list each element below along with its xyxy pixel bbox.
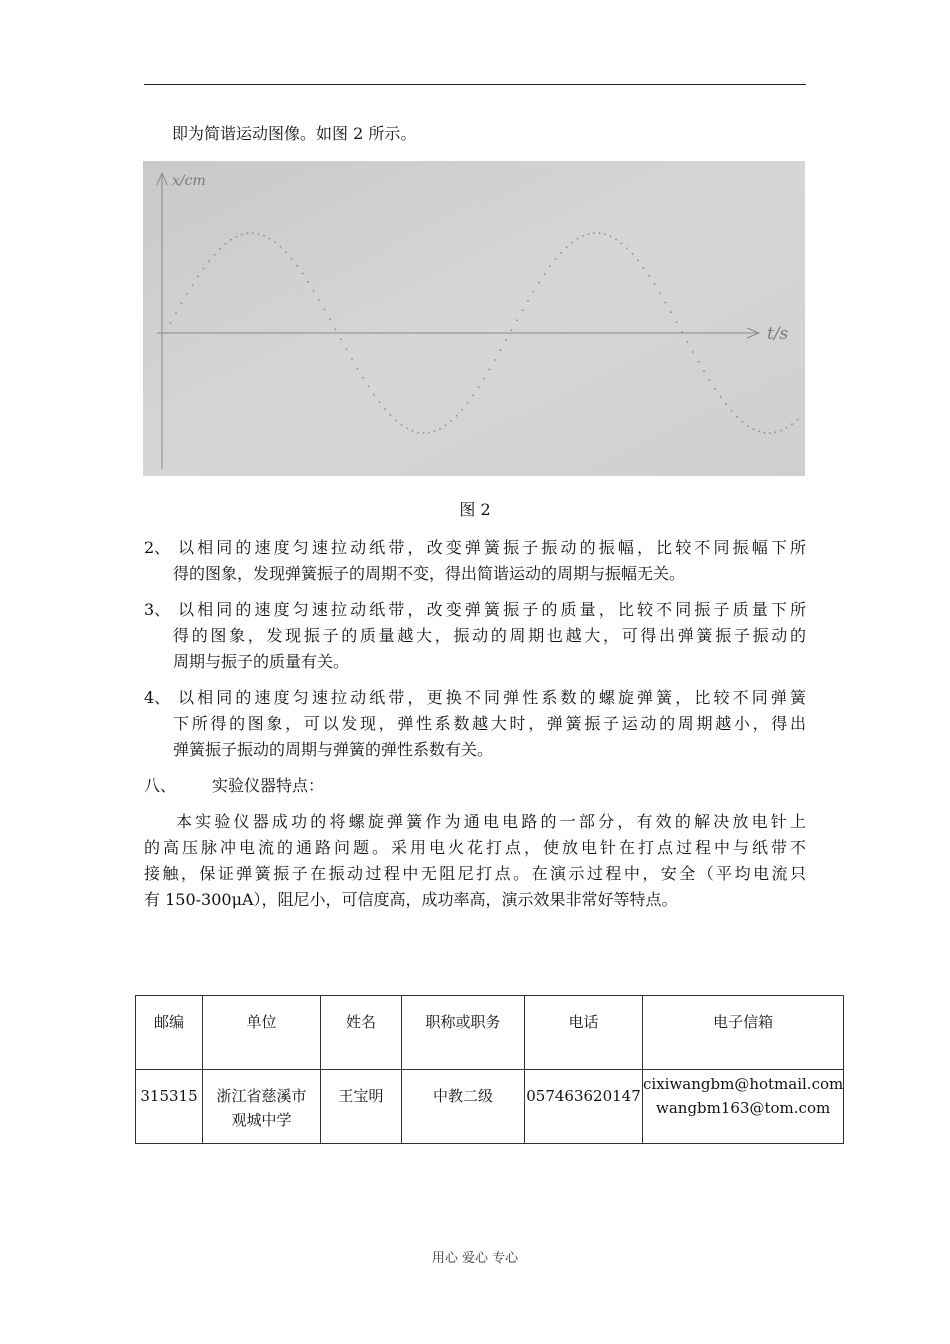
trace-dot (533, 291, 535, 293)
cell-email (643, 1070, 844, 1144)
trace-dot (296, 265, 298, 267)
trace-dot (175, 312, 177, 314)
header-cell-email: 电子信箱 (643, 996, 844, 1070)
trace-dot (775, 431, 777, 433)
list-item-line: 以相同的速度匀速拉动纸带，改变弹簧振子振动的振幅，比较不同振幅下所 (178, 538, 806, 557)
trace-dot (390, 414, 392, 416)
trace-dot (582, 235, 584, 237)
trace-dot (428, 432, 430, 434)
cell-phone: 057463620147 (525, 1070, 643, 1144)
paragraph-line: 的高压脉冲电流的通路问题。采用电火花打点，使放电针在打点过程中与纸带不 (144, 838, 806, 857)
trace-dot (516, 319, 518, 321)
trace-dot (720, 396, 722, 398)
trace-dot (340, 339, 342, 341)
trace-dot (225, 243, 227, 245)
figure-2-photo (143, 161, 805, 476)
trace-dot (181, 303, 183, 305)
trace-dot (742, 421, 744, 423)
trace-dot (588, 233, 590, 235)
trace-dot (417, 432, 419, 434)
trace-dot (566, 246, 568, 248)
trace-dot (164, 332, 166, 334)
trace-dot (665, 302, 667, 304)
author-info-table (135, 995, 844, 1144)
features-paragraph (144, 809, 806, 913)
cell-unit (203, 1070, 321, 1144)
table-header-row (136, 996, 844, 1070)
cell-title: 中教二级 (402, 1070, 525, 1144)
trace-dot (329, 319, 331, 321)
list-item-4 (144, 685, 806, 763)
trace-dot (324, 309, 326, 311)
trace-dot (241, 234, 243, 236)
trace-dot (412, 430, 414, 432)
trace-dot (208, 260, 210, 262)
trace-dot (797, 419, 799, 421)
trace-dot (302, 273, 304, 275)
trace-dot (544, 273, 546, 275)
trace-dot (676, 321, 678, 323)
trace-dot (263, 235, 265, 237)
trace-dot (313, 290, 315, 292)
trace-dot (192, 284, 194, 286)
trace-dot (527, 300, 529, 302)
trace-dot (456, 415, 458, 417)
trace-dot (318, 299, 320, 301)
trace-dot (203, 268, 205, 270)
header-cell-title: 职称或职务 (402, 996, 525, 1070)
trace-dot (621, 243, 623, 245)
paragraph-line: 有 150-300μA），阻尼小，可信度高，成功率高，演示效果非常好等特点。 (144, 890, 678, 909)
trace-dot (753, 428, 755, 430)
trace-dot (450, 420, 452, 422)
paragraph-line: 本实验仪器成功的将螺旋弹簧作为通电电路的一部分，有效的解决放电针上 (176, 812, 806, 831)
trace-dot (599, 232, 601, 234)
trace-dot (219, 248, 221, 250)
table-row (136, 1070, 844, 1144)
trace-dot (659, 292, 661, 294)
trace-dot (368, 386, 370, 388)
trace-dot (758, 431, 760, 433)
list-item-line: 周期与振子的质量有关。 (173, 652, 350, 671)
list-item-line: 弹簧振子振动的周期与弹簧的弹性系数有关。 (173, 740, 494, 759)
section-number: 八、 (144, 776, 177, 795)
trace-dot (461, 409, 463, 411)
list-item-number: 2、 (144, 538, 171, 557)
trace-dot (681, 331, 683, 333)
cell-postcode: 315315 (136, 1070, 203, 1144)
cell-name: 王宝明 (321, 1070, 402, 1144)
trace-dot (291, 258, 293, 260)
trace-dot (384, 408, 386, 410)
trace-dot (373, 394, 375, 396)
list-item-line: 下所得的图象，可以发现，弹性系数越大时，弹簧振子运动的周期越小，得出 (173, 714, 806, 733)
trace-dot (252, 232, 254, 234)
trace-dot (307, 281, 309, 283)
trace-dot (522, 310, 524, 312)
header-cell-unit: 单位 (203, 996, 321, 1070)
paper-background (143, 161, 805, 476)
trace-dot (698, 361, 700, 363)
trace-dot (445, 424, 447, 426)
trace-dot (736, 416, 738, 418)
trace-dot (511, 329, 513, 331)
trace-dot (500, 349, 502, 351)
trace-dot (197, 276, 199, 278)
trace-dot (555, 258, 557, 260)
trace-dot (472, 395, 474, 397)
header-cell-phone: 电话 (525, 996, 643, 1070)
trace-dot (346, 348, 348, 350)
trace-dot (439, 428, 441, 430)
trace-dot (648, 275, 650, 277)
trace-dot (483, 378, 485, 380)
list-item-3 (144, 597, 806, 675)
trace-dot (423, 432, 425, 434)
cell-email-line: cixiwangbm@hotmail.com (643, 1075, 844, 1093)
y-axis-label: x/cm (172, 173, 206, 189)
trace-dot (637, 260, 639, 262)
header-cell-name: 姓名 (321, 996, 402, 1070)
trace-dot (560, 252, 562, 254)
trace-dot (258, 233, 260, 235)
trace-dot (247, 232, 249, 234)
list-item-2 (144, 535, 806, 587)
list-item-line: 得的图象，发现弹簧振子的周期不变，得出简谐运动的周期与振幅无关。 (173, 564, 686, 583)
cell-unit-line: 浙江省慈溪市 (216, 1087, 307, 1105)
trace-dot (604, 233, 606, 235)
trace-dot (269, 238, 271, 240)
trace-dot (230, 239, 232, 241)
trace-dot (670, 311, 672, 313)
trace-dot (489, 369, 491, 371)
trace-dot (577, 238, 579, 240)
list-item-number: 3、 (144, 600, 171, 619)
intro-text: 即为简谐运动图像。如图 2 所示。 (172, 124, 417, 143)
trace-dot (687, 341, 689, 343)
trace-dot (280, 246, 282, 248)
trace-dot (434, 430, 436, 432)
trace-dot (610, 235, 612, 237)
header-cell-postcode: 邮编 (136, 996, 203, 1070)
trace-dot (731, 410, 733, 412)
figure-caption: 图 2 (459, 500, 491, 519)
header-rule (144, 84, 806, 85)
trace-dot (274, 241, 276, 243)
trace-dot (505, 339, 507, 341)
trace-dot (571, 242, 573, 244)
trace-dot (632, 253, 634, 255)
list-item-number: 4、 (144, 688, 171, 707)
trace-dot (170, 322, 172, 324)
trace-dot (615, 239, 617, 241)
trace-dot (786, 427, 788, 429)
section-title: 实验仪器特点： (212, 776, 325, 795)
page-footer: 用心 爱心 专心 (431, 1251, 519, 1266)
trace-dot (791, 423, 793, 425)
trace-dot (538, 282, 540, 284)
trace-dot (643, 267, 645, 269)
trace-dot (709, 379, 711, 381)
list-item-line: 得的图象，发现振子的质量越大，振动的周期也越大，可得出弹簧振子振动的 (173, 626, 806, 645)
trace-dot (478, 386, 480, 388)
trace-dot (285, 252, 287, 254)
cell-email-line: wangbm163@tom.com (656, 1099, 831, 1117)
paragraph-line: 接触，保证弹簧振子在振动过程中无阻尼打点。在演示过程中，安全（平均电流只 (144, 864, 806, 883)
trace-dot (654, 283, 656, 285)
trace-dot (626, 247, 628, 249)
trace-dot (335, 329, 337, 331)
cell-unit-line: 观城中学 (231, 1111, 292, 1129)
trace-dot (214, 254, 216, 256)
trace-dot (780, 430, 782, 432)
trace-dot (351, 358, 353, 360)
trace-dot (362, 377, 364, 379)
trace-dot (379, 401, 381, 403)
list-item-line: 以相同的速度匀速拉动纸带，改变弹簧振子的质量，比较不同振子质量下所 (178, 600, 806, 619)
trace-dot (494, 359, 496, 361)
trace-dot (725, 403, 727, 405)
section-heading (144, 773, 325, 799)
trace-dot (236, 236, 238, 238)
trace-dot (769, 432, 771, 434)
trace-dot (714, 388, 716, 390)
trace-dot (357, 368, 359, 370)
trace-dot (406, 428, 408, 430)
x-axis-label: t/s (767, 324, 789, 344)
list-item-line: 以相同的速度匀速拉动纸带，更换不同弹性系数的螺旋弹簧，比较不同弹簧 (178, 688, 806, 707)
trace-dot (764, 432, 766, 434)
trace-dot (186, 293, 188, 295)
trace-dot (747, 425, 749, 427)
trace-dot (467, 402, 469, 404)
trace-dot (401, 424, 403, 426)
trace-dot (692, 351, 694, 353)
trace-dot (549, 266, 551, 268)
trace-dot (703, 370, 705, 372)
trace-dot (593, 232, 595, 234)
trace-dot (395, 420, 397, 422)
